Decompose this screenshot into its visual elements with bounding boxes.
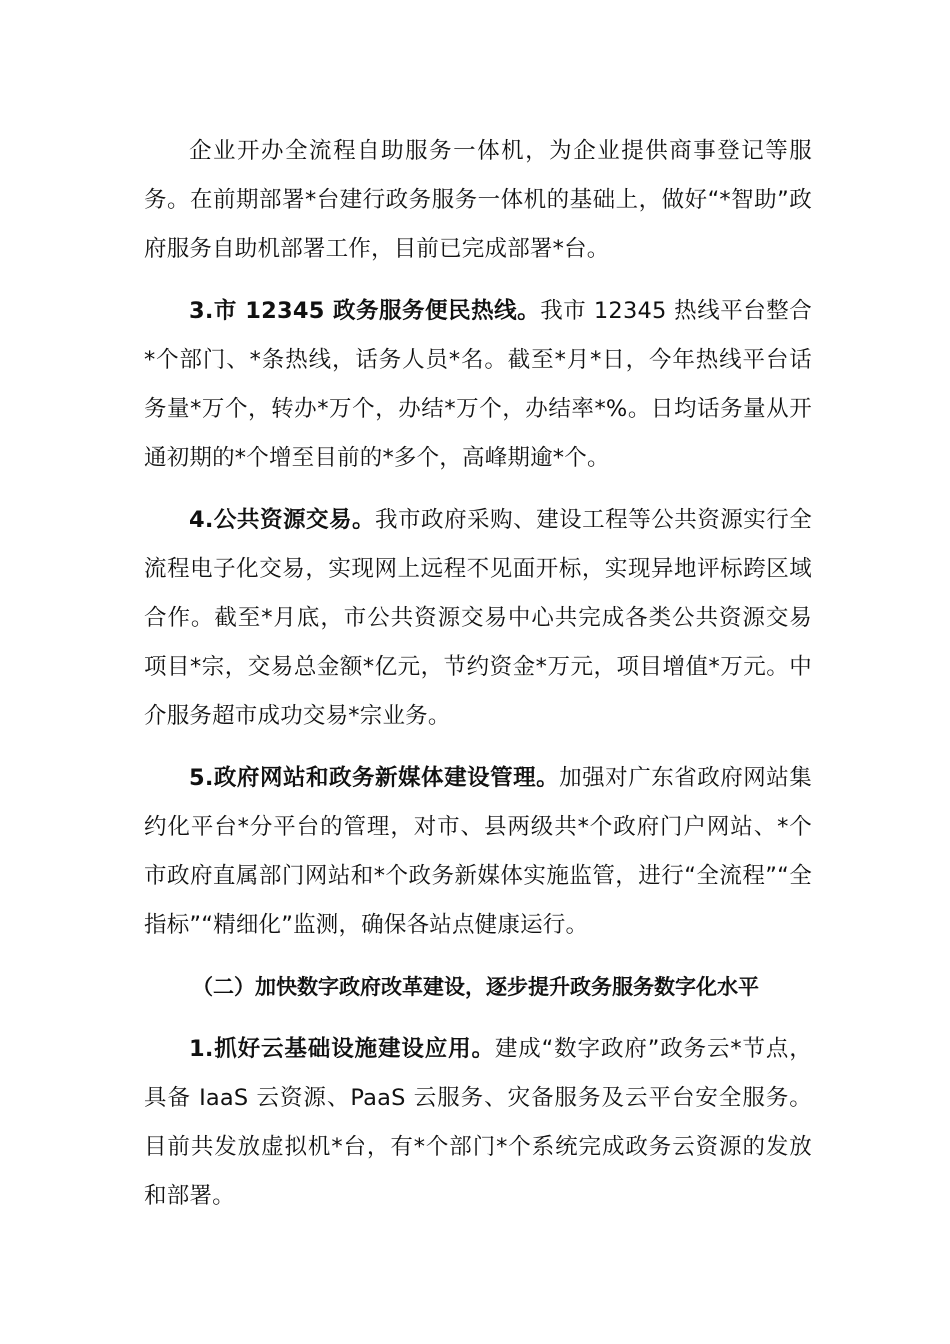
paragraph-lead: 3.市 12345 政务服务便民热线。 [189, 298, 541, 324]
paragraph-public-resource-trading [144, 496, 812, 741]
paragraph-body: 加强对广东省政府网站集约化平台*分平台的管理，对市、县两级共*个政府门户网站、*个市政府直属部门网站和*个政务新媒体实施监管，进行“全流程”“全指标”“精细化”监测，确保各站点健康运行。 [144, 765, 813, 938]
paragraph-body: 建成“数字政府”政务云*节点，具备 IaaS 云资源、PaaS 云服务、灾备服务及云平台安全服务。目前共发放虚拟机*台，有*个部门*个系统完成政务云资源的发放和部署。 [144, 1036, 812, 1209]
paragraph-government-websites [144, 754, 812, 950]
paragraph-lead: 4.公共资源交易。 [189, 507, 376, 533]
paragraph-lead: 5.政府网站和政务新媒体建设管理。 [189, 765, 560, 791]
document-page [144, 127, 812, 1221]
section-heading: （二）加快数字政府改革建设，逐步提升政务服务数字化水平 [192, 975, 759, 999]
paragraph-cloud-infrastructure [144, 1025, 812, 1221]
paragraph-body: 我市政府采购、建设工程等公共资源实行全流程电子化交易，实现网上远程不见面开标，实现异地评标跨区域合作。截至*月底，市公共资源交易中心共完成各类公共资源交易项目*宗，交易总金额*亿元，节约资金*万元，项目增值*万元。中介服务超市成功交易*宗业务。 [144, 507, 812, 729]
paragraph-lead: 1.抓好云基础设施建设应用。 [189, 1036, 495, 1062]
paragraph-body: 企业开办全流程自助服务一体机，为企业提供商事登记等服务。在前期部署*台建行政务服务一体机的基础上，做好“*智助”政府服务自助机部署工作，目前已完成部署*台。 [144, 138, 812, 262]
paragraph-self-service-machines [144, 127, 812, 274]
paragraph-body: 我市 12345 热线平台整合*个部门、*条热线，话务人员*名。截至*月*日，今年热线平台话务量*万个，转办*万个，办结*万个，办结率*%。日均话务量从开通初期的*个增至目前的*多个，高峰期逾*个。 [144, 298, 812, 471]
paragraph-hotline-12345 [144, 287, 812, 483]
